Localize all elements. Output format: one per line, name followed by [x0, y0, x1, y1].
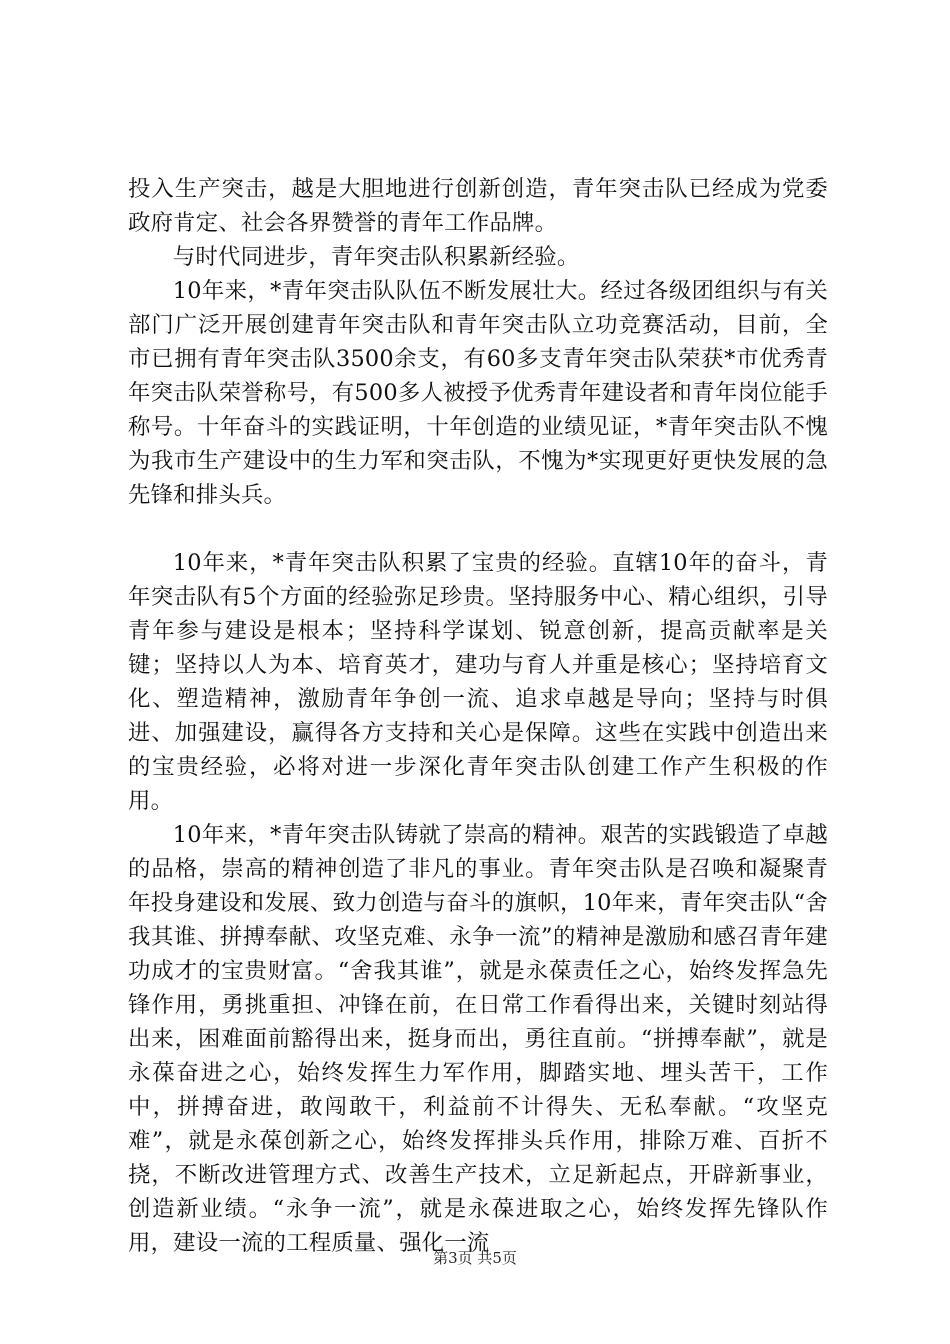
page-number-footer: 第3页 共5页: [433, 1249, 517, 1267]
paragraph-heading: 与时代同进步，青年突击队积累新经验。: [172, 244, 580, 270]
paragraph-experience: 10年来，*青年突击队积累了宝贵的经验。直辖10年的奋斗，青年突击队有5个方面的经验弥足珍贵。坚持服务中心、精心组织，引导青年参与建设是根本；坚持科学谋划、锐意创新，提高贡献率是关键；坚持以人为本、培育英才，建功与育人并重是核心；坚持培育文化、塑造精神，激励青年争创一流、追求卓越是导向；坚持与时俱进、加强建设，赢得各方支持和关心是保障。这些在实践中创造出来的宝贵经验，必将对进一步深化青年突击队创建工作产生积极的作用。: [128, 550, 828, 814]
paragraph-continuation: 投入生产突击，越是大胆地进行创新创造，青年突击队已经成为党委政府肯定、社会各界赞誉的青年工作品牌。: [128, 176, 828, 236]
document-body: [128, 172, 828, 1260]
paragraph-spirit: 10年来，*青年突击队铸就了崇高的精神。艰苦的实践锻造了卓越的品格，崇高的精神创造了非凡的事业。青年突击队是召唤和凝聚青年投身建设和发展、致力创造与奋斗的旗帜，10年来，青年突击队“舍我其谁、拼搏奉献、攻坚克难、永争一流”的精神是激励和感召青年建功成才的宝贵财富。“舍我其谁”，就是永葆责任之心，始终发挥急先锋作用，勇挑重担、冲锋在前，在日常工作看得出来，关键时刻站得出来，困难面前豁得出来，挺身而出，勇往直前。“拼搏奉献”，就是永葆奋进之心，始终发挥生力军作用，脚踏实地、埋头苦干，工作中，拼搏奋进，敢闯敢干，利益前不计得失、无私奉献。“攻坚克难”，就是永葆创新之心，始终发挥排头兵作用，排除万难、百折不挠，不断改进管理方式、改善生产技术，立足新起点，开辟新事业，创造新业绩。“永争一流”，就是永葆进取之心，始终发挥先锋队作用，建设一流的工程质量、强化一流: [128, 822, 828, 1256]
paragraph-team-growth: 10年来，*青年突击队队伍不断发展壮大。经过各级团组织与有关部门广泛开展创建青年突击队和青年突击队立功竞赛活动，目前，全市已拥有青年突击队3500余支，有60多支青年突击队荣获*市优秀青年突击队荣誉称号，有500多人被授予优秀青年建设者和青年岗位能手称号。十年奋斗的实践证明，十年创造的业绩见证，*青年突击队不愧为我市生产建设中的生力军和突击队，不愧为*实现更好更快发展的急先锋和排头兵。: [128, 278, 828, 508]
